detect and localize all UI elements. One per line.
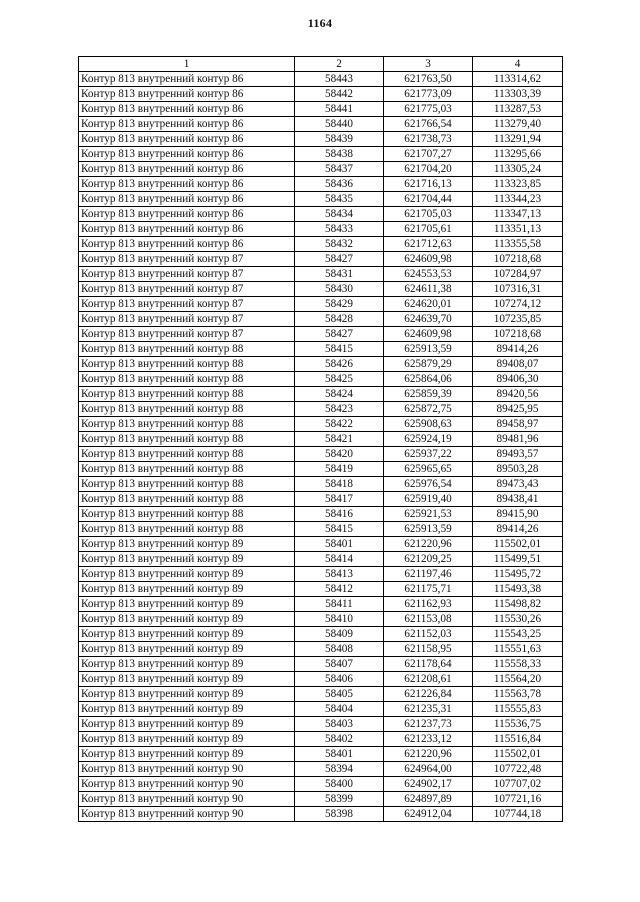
column-header: 4 [473, 57, 563, 72]
x-coordinate-cell: 621707,27 [384, 147, 473, 162]
contour-name-cell: Контур 813 внутренний контур 86 [79, 222, 295, 237]
contour-name-cell: Контур 813 внутренний контур 86 [79, 177, 295, 192]
contour-name-cell: Контур 813 внутренний контур 87 [79, 282, 295, 297]
contour-name-cell: Контур 813 внутренний контур 88 [79, 522, 295, 537]
table-row [79, 762, 563, 777]
table-row [79, 252, 563, 267]
y-coordinate-cell: 107284,97 [473, 267, 563, 282]
y-coordinate-cell: 89420,56 [473, 387, 563, 402]
table-row [79, 807, 563, 822]
table-header-row [79, 57, 563, 72]
table-row [79, 372, 563, 387]
contour-name-cell: Контур 813 внутренний контур 86 [79, 237, 295, 252]
x-coordinate-cell: 624897,89 [384, 792, 473, 807]
column-header: 2 [295, 57, 384, 72]
point-number-cell: 58427 [295, 327, 384, 342]
point-number-cell: 58419 [295, 462, 384, 477]
contour-name-cell: Контур 813 внутренний контур 89 [79, 552, 295, 567]
contour-name-cell: Контур 813 внутренний контур 86 [79, 132, 295, 147]
x-coordinate-cell: 625859,39 [384, 387, 473, 402]
y-coordinate-cell: 115493,38 [473, 582, 563, 597]
y-coordinate-cell: 107316,31 [473, 282, 563, 297]
point-number-cell: 58414 [295, 552, 384, 567]
contour-name-cell: Контур 813 внутренний контур 87 [79, 327, 295, 342]
point-number-cell: 58398 [295, 807, 384, 822]
point-number-cell: 58416 [295, 507, 384, 522]
point-number-cell: 58421 [295, 432, 384, 447]
table-row [79, 732, 563, 747]
table-row [79, 327, 563, 342]
table-row [79, 87, 563, 102]
table-row [79, 447, 563, 462]
y-coordinate-cell: 113351,13 [473, 222, 563, 237]
x-coordinate-cell: 621716,13 [384, 177, 473, 192]
contour-name-cell: Контур 813 внутренний контур 86 [79, 207, 295, 222]
y-coordinate-cell: 107218,68 [473, 252, 563, 267]
contour-name-cell: Контур 813 внутренний контур 86 [79, 192, 295, 207]
point-number-cell: 58439 [295, 132, 384, 147]
point-number-cell: 58417 [295, 492, 384, 507]
y-coordinate-cell: 115543,25 [473, 627, 563, 642]
x-coordinate-cell: 621220,96 [384, 537, 473, 552]
x-coordinate-cell: 624620,01 [384, 297, 473, 312]
x-coordinate-cell: 621197,46 [384, 567, 473, 582]
x-coordinate-cell: 621705,03 [384, 207, 473, 222]
x-coordinate-cell: 624609,98 [384, 327, 473, 342]
x-coordinate-cell: 625965,65 [384, 462, 473, 477]
contour-name-cell: Контур 813 внутренний контур 88 [79, 372, 295, 387]
x-coordinate-cell: 624964,00 [384, 762, 473, 777]
x-coordinate-cell: 624902,17 [384, 777, 473, 792]
contour-name-cell: Контур 813 внутренний контур 88 [79, 492, 295, 507]
contour-name-cell: Контур 813 внутренний контур 89 [79, 672, 295, 687]
point-number-cell: 58406 [295, 672, 384, 687]
x-coordinate-cell: 625919,40 [384, 492, 473, 507]
table-row [79, 417, 563, 432]
contour-name-cell: Контур 813 внутренний контур 88 [79, 507, 295, 522]
point-number-cell: 58399 [295, 792, 384, 807]
point-number-cell: 58410 [295, 612, 384, 627]
table-row [79, 642, 563, 657]
contour-name-cell: Контур 813 внутренний контур 86 [79, 162, 295, 177]
point-number-cell: 58405 [295, 687, 384, 702]
x-coordinate-cell: 621233,12 [384, 732, 473, 747]
x-coordinate-cell: 625872,75 [384, 402, 473, 417]
y-coordinate-cell: 113305,24 [473, 162, 563, 177]
table-row [79, 132, 563, 147]
table-body [79, 72, 563, 822]
table-row [79, 522, 563, 537]
table-row [79, 342, 563, 357]
x-coordinate-cell: 621773,09 [384, 87, 473, 102]
y-coordinate-cell: 113355,58 [473, 237, 563, 252]
x-coordinate-cell: 621209,25 [384, 552, 473, 567]
contour-name-cell: Контур 813 внутренний контур 88 [79, 417, 295, 432]
x-coordinate-cell: 621235,31 [384, 702, 473, 717]
column-header: 1 [79, 57, 295, 72]
x-coordinate-cell: 624553,53 [384, 267, 473, 282]
point-number-cell: 58409 [295, 627, 384, 642]
table-row [79, 747, 563, 762]
x-coordinate-cell: 621152,03 [384, 627, 473, 642]
x-coordinate-cell: 625924,19 [384, 432, 473, 447]
x-coordinate-cell: 625864,06 [384, 372, 473, 387]
point-number-cell: 58415 [295, 522, 384, 537]
y-coordinate-cell: 89408,07 [473, 357, 563, 372]
contour-name-cell: Контур 813 внутренний контур 87 [79, 312, 295, 327]
y-coordinate-cell: 107235,85 [473, 312, 563, 327]
contour-name-cell: Контур 813 внутренний контур 89 [79, 597, 295, 612]
table-row [79, 687, 563, 702]
y-coordinate-cell: 89493,57 [473, 447, 563, 462]
point-number-cell: 58436 [295, 177, 384, 192]
x-coordinate-cell: 624609,98 [384, 252, 473, 267]
y-coordinate-cell: 113347,13 [473, 207, 563, 222]
contour-name-cell: Контур 813 внутренний контур 89 [79, 567, 295, 582]
contour-name-cell: Контур 813 внутренний контур 88 [79, 357, 295, 372]
y-coordinate-cell: 113287,53 [473, 102, 563, 117]
x-coordinate-cell: 621775,03 [384, 102, 473, 117]
contour-name-cell: Контур 813 внутренний контур 89 [79, 657, 295, 672]
coordinates-table [78, 56, 563, 822]
column-header: 3 [384, 57, 473, 72]
contour-name-cell: Контур 813 внутренний контур 90 [79, 777, 295, 792]
contour-name-cell: Контур 813 внутренний контур 87 [79, 297, 295, 312]
x-coordinate-cell: 625976,54 [384, 477, 473, 492]
table-row [79, 777, 563, 792]
point-number-cell: 58433 [295, 222, 384, 237]
table-row [79, 672, 563, 687]
point-number-cell: 58441 [295, 102, 384, 117]
point-number-cell: 58429 [295, 297, 384, 312]
point-number-cell: 58423 [295, 402, 384, 417]
table-row [79, 552, 563, 567]
y-coordinate-cell: 107744,18 [473, 807, 563, 822]
table-row [79, 162, 563, 177]
y-coordinate-cell: 113344,23 [473, 192, 563, 207]
point-number-cell: 58411 [295, 597, 384, 612]
x-coordinate-cell: 621162,93 [384, 597, 473, 612]
y-coordinate-cell: 115530,26 [473, 612, 563, 627]
y-coordinate-cell: 89414,26 [473, 522, 563, 537]
point-number-cell: 58418 [295, 477, 384, 492]
x-coordinate-cell: 625879,29 [384, 357, 473, 372]
point-number-cell: 58434 [295, 207, 384, 222]
y-coordinate-cell: 115498,82 [473, 597, 563, 612]
contour-name-cell: Контур 813 внутренний контур 88 [79, 387, 295, 402]
table-row [79, 357, 563, 372]
x-coordinate-cell: 621237,73 [384, 717, 473, 732]
table-row [79, 267, 563, 282]
x-coordinate-cell: 625908,63 [384, 417, 473, 432]
contour-name-cell: Контур 813 внутренний контур 89 [79, 687, 295, 702]
contour-name-cell: Контур 813 внутренний контур 89 [79, 627, 295, 642]
contour-name-cell: Контур 813 внутренний контур 86 [79, 102, 295, 117]
contour-name-cell: Контур 813 внутренний контур 86 [79, 72, 295, 87]
x-coordinate-cell: 624611,38 [384, 282, 473, 297]
y-coordinate-cell: 115499,51 [473, 552, 563, 567]
y-coordinate-cell: 89481,96 [473, 432, 563, 447]
table-row [79, 792, 563, 807]
x-coordinate-cell: 621712,63 [384, 237, 473, 252]
contour-name-cell: Контур 813 внутренний контур 90 [79, 762, 295, 777]
contour-name-cell: Контур 813 внутренний контур 88 [79, 447, 295, 462]
table-row [79, 222, 563, 237]
y-coordinate-cell: 113323,85 [473, 177, 563, 192]
point-number-cell: 58440 [295, 117, 384, 132]
contour-name-cell: Контур 813 внутренний контур 89 [79, 717, 295, 732]
table-row [79, 537, 563, 552]
x-coordinate-cell: 621178,64 [384, 657, 473, 672]
y-coordinate-cell: 113303,39 [473, 87, 563, 102]
y-coordinate-cell: 89438,41 [473, 492, 563, 507]
point-number-cell: 58403 [295, 717, 384, 732]
x-coordinate-cell: 624639,70 [384, 312, 473, 327]
y-coordinate-cell: 89503,28 [473, 462, 563, 477]
y-coordinate-cell: 115551,63 [473, 642, 563, 657]
x-coordinate-cell: 621208,61 [384, 672, 473, 687]
point-number-cell: 58404 [295, 702, 384, 717]
table-row [79, 387, 563, 402]
contour-name-cell: Контур 813 внутренний контур 88 [79, 342, 295, 357]
y-coordinate-cell: 115563,78 [473, 687, 563, 702]
y-coordinate-cell: 89458,97 [473, 417, 563, 432]
x-coordinate-cell: 621705,61 [384, 222, 473, 237]
x-coordinate-cell: 625913,59 [384, 522, 473, 537]
y-coordinate-cell: 89473,43 [473, 477, 563, 492]
table-row [79, 102, 563, 117]
point-number-cell: 58408 [295, 642, 384, 657]
y-coordinate-cell: 107722,48 [473, 762, 563, 777]
table-row [79, 432, 563, 447]
y-coordinate-cell: 107274,12 [473, 297, 563, 312]
point-number-cell: 58443 [295, 72, 384, 87]
contour-name-cell: Контур 813 внутренний контур 86 [79, 87, 295, 102]
y-coordinate-cell: 115564,20 [473, 672, 563, 687]
y-coordinate-cell: 107707,02 [473, 777, 563, 792]
point-number-cell: 58394 [295, 762, 384, 777]
contour-name-cell: Контур 813 внутренний контур 88 [79, 462, 295, 477]
x-coordinate-cell: 621158,95 [384, 642, 473, 657]
contour-name-cell: Контур 813 внутренний контур 90 [79, 792, 295, 807]
table-row [79, 507, 563, 522]
y-coordinate-cell: 115502,01 [473, 537, 563, 552]
contour-name-cell: Контур 813 внутренний контур 89 [79, 582, 295, 597]
y-coordinate-cell: 107218,68 [473, 327, 563, 342]
point-number-cell: 58412 [295, 582, 384, 597]
table-row [79, 207, 563, 222]
x-coordinate-cell: 625921,53 [384, 507, 473, 522]
point-number-cell: 58432 [295, 237, 384, 252]
table-row [79, 627, 563, 642]
contour-name-cell: Контур 813 внутренний контур 87 [79, 267, 295, 282]
x-coordinate-cell: 621704,44 [384, 192, 473, 207]
contour-name-cell: Контур 813 внутренний контур 89 [79, 612, 295, 627]
x-coordinate-cell: 621738,73 [384, 132, 473, 147]
table-row [79, 117, 563, 132]
contour-name-cell: Контур 813 внутренний контур 90 [79, 807, 295, 822]
point-number-cell: 58427 [295, 252, 384, 267]
contour-name-cell: Контур 813 внутренний контур 89 [79, 702, 295, 717]
contour-name-cell: Контур 813 внутренний контур 89 [79, 747, 295, 762]
y-coordinate-cell: 113295,66 [473, 147, 563, 162]
table-row [79, 597, 563, 612]
contour-name-cell: Контур 813 внутренний контур 86 [79, 147, 295, 162]
table-row [79, 402, 563, 417]
table-row [79, 582, 563, 597]
table-row [79, 312, 563, 327]
point-number-cell: 58401 [295, 537, 384, 552]
table-row [79, 657, 563, 672]
y-coordinate-cell: 115516,84 [473, 732, 563, 747]
y-coordinate-cell: 89414,26 [473, 342, 563, 357]
point-number-cell: 58402 [295, 732, 384, 747]
y-coordinate-cell: 113291,94 [473, 132, 563, 147]
point-number-cell: 58415 [295, 342, 384, 357]
x-coordinate-cell: 625937,22 [384, 447, 473, 462]
table-row [79, 192, 563, 207]
table-row [79, 567, 563, 582]
table-row [79, 492, 563, 507]
x-coordinate-cell: 621175,71 [384, 582, 473, 597]
x-coordinate-cell: 621226,84 [384, 687, 473, 702]
table-row [79, 717, 563, 732]
point-number-cell: 58413 [295, 567, 384, 582]
contour-name-cell: Контур 813 внутренний контур 89 [79, 642, 295, 657]
point-number-cell: 58407 [295, 657, 384, 672]
contour-name-cell: Контур 813 внутренний контур 88 [79, 432, 295, 447]
y-coordinate-cell: 89425,95 [473, 402, 563, 417]
point-number-cell: 58442 [295, 87, 384, 102]
x-coordinate-cell: 621704,20 [384, 162, 473, 177]
table-row [79, 297, 563, 312]
point-number-cell: 58420 [295, 447, 384, 462]
point-number-cell: 58438 [295, 147, 384, 162]
y-coordinate-cell: 115558,33 [473, 657, 563, 672]
table-row [79, 462, 563, 477]
point-number-cell: 58424 [295, 387, 384, 402]
table-row [79, 282, 563, 297]
point-number-cell: 58422 [295, 417, 384, 432]
point-number-cell: 58401 [295, 747, 384, 762]
y-coordinate-cell: 89406,30 [473, 372, 563, 387]
contour-name-cell: Контур 813 внутренний контур 88 [79, 477, 295, 492]
contour-name-cell: Контур 813 внутренний контур 86 [79, 117, 295, 132]
x-coordinate-cell: 621763,50 [384, 72, 473, 87]
y-coordinate-cell: 115555,83 [473, 702, 563, 717]
contour-name-cell: Контур 813 внутренний контур 89 [79, 732, 295, 747]
x-coordinate-cell: 621766,54 [384, 117, 473, 132]
point-number-cell: 58428 [295, 312, 384, 327]
point-number-cell: 58435 [295, 192, 384, 207]
contour-name-cell: Контур 813 внутренний контур 88 [79, 402, 295, 417]
point-number-cell: 58437 [295, 162, 384, 177]
point-number-cell: 58400 [295, 777, 384, 792]
x-coordinate-cell: 624912,04 [384, 807, 473, 822]
y-coordinate-cell: 89415,90 [473, 507, 563, 522]
x-coordinate-cell: 621153,08 [384, 612, 473, 627]
y-coordinate-cell: 113279,40 [473, 117, 563, 132]
table-row [79, 702, 563, 717]
y-coordinate-cell: 115536,75 [473, 717, 563, 732]
table-row [79, 177, 563, 192]
table-row [79, 477, 563, 492]
point-number-cell: 58430 [295, 282, 384, 297]
x-coordinate-cell: 625913,59 [384, 342, 473, 357]
table-row [79, 612, 563, 627]
point-number-cell: 58426 [295, 357, 384, 372]
contour-name-cell: Контур 813 внутренний контур 89 [79, 537, 295, 552]
contour-name-cell: Контур 813 внутренний контур 87 [79, 252, 295, 267]
point-number-cell: 58431 [295, 267, 384, 282]
y-coordinate-cell: 115495,72 [473, 567, 563, 582]
x-coordinate-cell: 621220,96 [384, 747, 473, 762]
y-coordinate-cell: 107721,16 [473, 792, 563, 807]
page-number: 1164 [307, 16, 333, 30]
table-row [79, 237, 563, 252]
table-row [79, 147, 563, 162]
point-number-cell: 58425 [295, 372, 384, 387]
table-row [79, 72, 563, 87]
y-coordinate-cell: 113314,62 [473, 72, 563, 87]
y-coordinate-cell: 115502,01 [473, 747, 563, 762]
